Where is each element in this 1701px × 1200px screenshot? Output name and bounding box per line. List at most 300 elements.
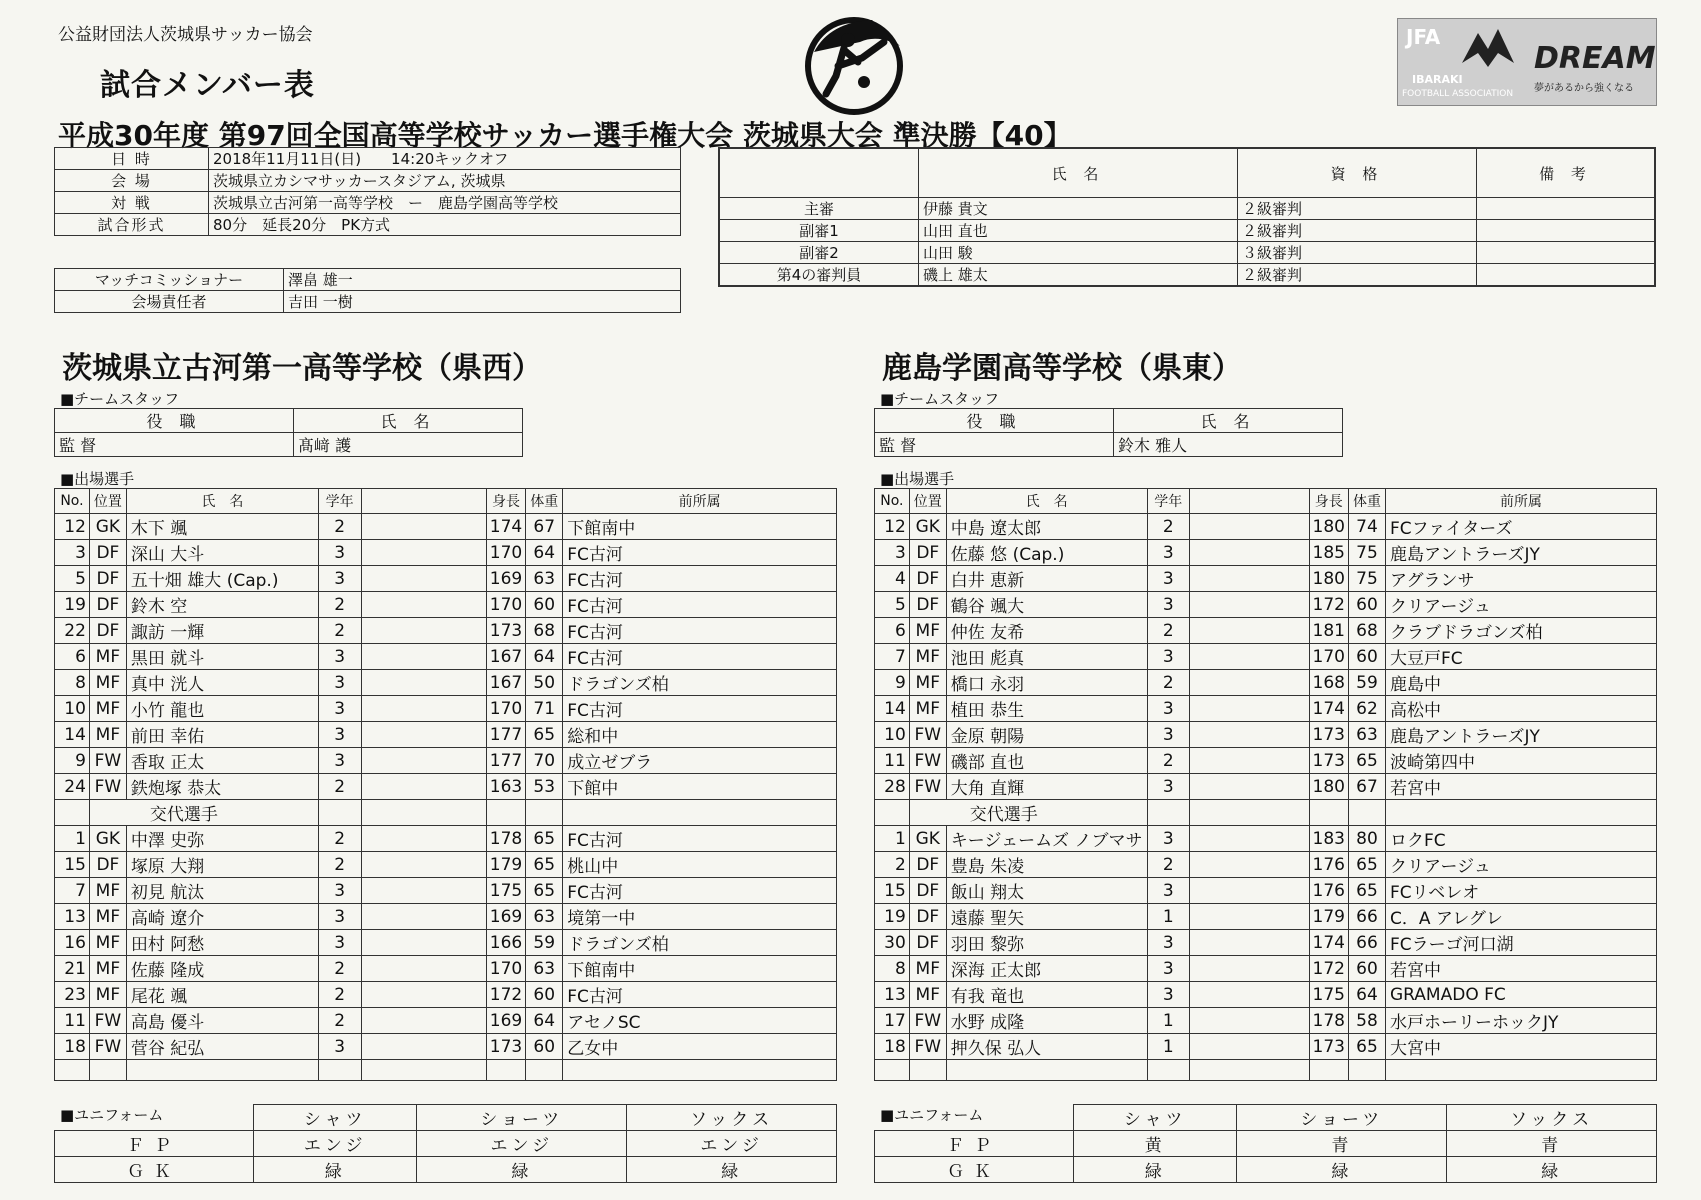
filler-cell	[1309, 1060, 1348, 1081]
col-club: 前所属	[563, 489, 837, 514]
player-height: 179	[486, 852, 525, 878]
player-blank	[361, 878, 486, 904]
player-number: 24	[55, 774, 90, 800]
player-weight: 67	[526, 514, 563, 540]
player-blank	[1190, 566, 1310, 592]
player-row	[875, 826, 1657, 852]
player-height: 179	[1309, 904, 1348, 930]
player-number: 18	[55, 1034, 90, 1060]
player-row	[875, 670, 1657, 696]
player-position: MF	[89, 982, 126, 1008]
player-club: 鹿島アントラーズJY	[1386, 722, 1657, 748]
player-position: FW	[89, 748, 126, 774]
subs-label-row	[875, 800, 1657, 826]
ibaraki-text: IBARAKI	[1412, 73, 1463, 86]
player-number: 21	[55, 956, 90, 982]
player-position: MF	[89, 878, 126, 904]
player-height: 167	[486, 644, 525, 670]
player-grade: 3	[1147, 774, 1190, 800]
player-blank	[1190, 1034, 1310, 1060]
player-row	[875, 904, 1657, 930]
player-grade: 3	[1147, 826, 1190, 852]
player-height: 176	[1309, 878, 1348, 904]
player-height: 169	[486, 904, 525, 930]
player-blank	[361, 1034, 486, 1060]
player-name: 木下 颯	[126, 514, 318, 540]
player-grade: 3	[318, 722, 361, 748]
player-number: 23	[55, 982, 90, 1008]
player-height: 163	[486, 774, 525, 800]
player-name: 飯山 翔太	[946, 878, 1147, 904]
match-info-label: 対 戦	[55, 192, 209, 214]
player-grade: 3	[1147, 722, 1190, 748]
player-row	[55, 514, 837, 540]
player-height: 174	[1309, 930, 1348, 956]
player-height: 173	[486, 618, 525, 644]
match-info-row	[55, 148, 681, 170]
uniform-col-shorts: ショーツ	[1237, 1105, 1447, 1131]
player-position: MF	[909, 982, 946, 1008]
player-blank	[361, 826, 486, 852]
referee-role: 副審2	[719, 242, 919, 264]
filler-cell	[55, 1060, 90, 1081]
player-grade: 2	[318, 826, 361, 852]
player-club: 総和中	[563, 722, 837, 748]
player-height: 172	[1309, 592, 1348, 618]
player-name: 五十畑 雄大 (Cap.)	[126, 566, 318, 592]
player-club: ドラゴンズ柏	[563, 930, 837, 956]
player-name: 初見 航汰	[126, 878, 318, 904]
player-row	[55, 774, 837, 800]
player-grade: 3	[318, 644, 361, 670]
player-position: MF	[909, 670, 946, 696]
match-info-label: 日 時	[55, 148, 209, 170]
player-row	[875, 774, 1657, 800]
player-position: MF	[909, 956, 946, 982]
col-height: 身長	[486, 489, 525, 514]
player-weight: 53	[526, 774, 563, 800]
player-position: FW	[909, 774, 946, 800]
player-blank	[1190, 904, 1310, 930]
player-club: 大豆戸FC	[1386, 644, 1657, 670]
player-name: 真中 洸人	[126, 670, 318, 696]
player-club: 下館南中	[563, 514, 837, 540]
player-name: 有我 竜也	[946, 982, 1147, 1008]
player-row	[55, 930, 837, 956]
player-number: 12	[55, 514, 90, 540]
player-weight: 59	[526, 930, 563, 956]
player-height: 166	[486, 930, 525, 956]
player-position: MF	[89, 670, 126, 696]
player-grade: 3	[1147, 696, 1190, 722]
col-blank	[361, 489, 486, 514]
player-weight: 80	[1349, 826, 1386, 852]
player-name: 磯部 直也	[946, 748, 1147, 774]
team-b-uniform-section: ■ユニフォーム	[880, 1106, 984, 1124]
dream-text: DREAM	[1534, 41, 1656, 76]
player-grade: 2	[1147, 748, 1190, 774]
player-name: 仲佐 友希	[946, 618, 1147, 644]
team-a-staff-table	[54, 408, 523, 457]
player-grade: 3	[1147, 540, 1190, 566]
player-weight: 60	[526, 982, 563, 1008]
referee-table	[718, 147, 1656, 287]
filler-cell	[526, 1060, 563, 1081]
referee-name: 山田 駿	[919, 242, 1238, 264]
col-no: No.	[55, 489, 90, 514]
player-height: 173	[1309, 722, 1348, 748]
player-weight: 63	[1349, 722, 1386, 748]
player-club: FC古河	[563, 592, 837, 618]
player-row	[875, 930, 1657, 956]
player-position: DF	[909, 930, 946, 956]
match-info-label: 会 場	[55, 170, 209, 192]
player-name: 諏訪 一輝	[126, 618, 318, 644]
player-blank	[1190, 696, 1310, 722]
player-height: 180	[1309, 566, 1348, 592]
player-number: 4	[875, 566, 910, 592]
player-grade: 2	[318, 618, 361, 644]
player-height: 170	[1309, 644, 1348, 670]
yatagarasu-icon	[1458, 23, 1518, 71]
player-position: GK	[89, 514, 126, 540]
player-weight: 68	[526, 618, 563, 644]
match-info-row	[55, 170, 681, 192]
player-club: 成立ゼブラ	[563, 748, 837, 774]
subs-blank	[526, 800, 563, 826]
subs-blank	[1190, 800, 1310, 826]
player-grade: 3	[318, 540, 361, 566]
player-weight: 63	[526, 904, 563, 930]
player-weight: 75	[1349, 566, 1386, 592]
player-grade: 1	[1147, 1034, 1190, 1060]
player-blank	[361, 644, 486, 670]
subs-blank	[1147, 800, 1190, 826]
player-grade: 3	[1147, 956, 1190, 982]
player-number: 15	[55, 852, 90, 878]
player-number: 16	[55, 930, 90, 956]
team-a-uniform-table	[54, 1104, 837, 1183]
player-grade: 2	[1147, 618, 1190, 644]
player-grade: 3	[1147, 644, 1190, 670]
player-grade: 2	[1147, 514, 1190, 540]
player-club: 境第一中	[563, 904, 837, 930]
filler-cell	[946, 1060, 1147, 1081]
player-number: 8	[875, 956, 910, 982]
player-weight: 60	[1349, 956, 1386, 982]
match-officials-table	[54, 268, 681, 313]
uniform-row-gk	[875, 1157, 1657, 1183]
player-blank	[361, 956, 486, 982]
player-blank	[1190, 592, 1310, 618]
player-club: FC古河	[563, 618, 837, 644]
player-weight: 64	[526, 1008, 563, 1034]
player-grade: 1	[1147, 1008, 1190, 1034]
fa-text: FOOTBALL ASSOCIATION	[1402, 89, 1514, 99]
subs-blank	[486, 800, 525, 826]
player-club: 下館南中	[563, 956, 837, 982]
player-club: FC古河	[563, 878, 837, 904]
player-club: 若宮中	[1386, 956, 1657, 982]
player-blank	[1190, 956, 1310, 982]
player-row	[875, 1034, 1657, 1060]
player-position: DF	[89, 592, 126, 618]
player-name: 深海 正太郎	[946, 956, 1147, 982]
player-name: 鶴谷 颯大	[946, 592, 1147, 618]
uniform-col-shirt: シャツ	[1074, 1105, 1237, 1131]
filler-cell	[486, 1060, 525, 1081]
subs-label-row	[55, 800, 837, 826]
player-height: 177	[486, 748, 525, 774]
player-row	[875, 540, 1657, 566]
team-b-name: 鹿島学園高等学校（県東）	[882, 351, 1242, 386]
subs-blank	[563, 800, 837, 826]
player-name: 小竹 龍也	[126, 696, 318, 722]
player-height: 172	[1309, 956, 1348, 982]
jfa-ibaraki-logo	[1397, 18, 1657, 106]
referee-note	[1477, 220, 1656, 242]
player-blank	[1190, 618, 1310, 644]
player-row	[55, 566, 837, 592]
player-height: 180	[1309, 774, 1348, 800]
player-blank	[1190, 878, 1310, 904]
player-height: 178	[486, 826, 525, 852]
player-position: FW	[909, 1034, 946, 1060]
player-grade: 2	[318, 592, 361, 618]
uniform-shirt: 緑	[254, 1157, 417, 1183]
match-info-value: 茨城県立カシマサッカースタジアム, 茨城県	[209, 170, 681, 192]
player-club: クラブドラゴンズ柏	[1386, 618, 1657, 644]
uniform-socks: 緑	[627, 1157, 837, 1183]
match-info-row	[55, 192, 681, 214]
referee-row	[719, 264, 1655, 287]
staff-col-role: 役 職	[55, 409, 294, 433]
player-blank	[1190, 670, 1310, 696]
uniform-shorts: 緑	[1237, 1157, 1447, 1183]
team-b-staff-table	[874, 408, 1343, 457]
player-grade: 3	[318, 748, 361, 774]
filler-cell	[563, 1060, 837, 1081]
uniform-shorts: 青	[1237, 1131, 1447, 1157]
player-name: キージェームズ ノブマサ	[946, 826, 1147, 852]
player-weight: 65	[1349, 852, 1386, 878]
team-b-players-table	[874, 488, 1657, 1081]
player-row	[875, 878, 1657, 904]
player-club: 乙女中	[563, 1034, 837, 1060]
referee-name: 伊藤 貴文	[919, 198, 1238, 220]
subs-blank	[318, 800, 361, 826]
official-row	[55, 269, 681, 291]
player-club: アグランサ	[1386, 566, 1657, 592]
referee-row	[719, 198, 1655, 220]
player-row	[875, 956, 1657, 982]
player-club: クリアージュ	[1386, 592, 1657, 618]
player-blank	[361, 514, 486, 540]
player-club: FC古河	[563, 982, 837, 1008]
player-position: DF	[909, 540, 946, 566]
player-blank	[1190, 540, 1310, 566]
player-height: 174	[486, 514, 525, 540]
player-number: 5	[875, 592, 910, 618]
uniform-label: ＧＫ	[875, 1157, 1074, 1183]
player-name: 押久保 弘人	[946, 1034, 1147, 1060]
player-weight: 60	[526, 1034, 563, 1060]
team-a-staff-section: ■チームスタッフ	[60, 390, 180, 408]
player-position: GK	[909, 826, 946, 852]
player-club: FC古河	[563, 644, 837, 670]
player-row	[875, 982, 1657, 1008]
player-position: MF	[89, 696, 126, 722]
player-club: 桃山中	[563, 852, 837, 878]
player-position: DF	[909, 592, 946, 618]
player-number: 2	[875, 852, 910, 878]
player-weight: 64	[526, 540, 563, 566]
player-name: 白井 恵新	[946, 566, 1147, 592]
player-name: 鉄炮塚 恭太	[126, 774, 318, 800]
player-weight: 75	[1349, 540, 1386, 566]
player-weight: 63	[526, 956, 563, 982]
player-grade: 3	[318, 1034, 361, 1060]
player-row	[875, 696, 1657, 722]
uniform-label: ＦＰ	[55, 1131, 254, 1157]
player-height: 168	[1309, 670, 1348, 696]
player-grade: 3	[1147, 592, 1190, 618]
uniform-row-gk	[55, 1157, 837, 1183]
player-blank	[1190, 982, 1310, 1008]
player-blank	[361, 1008, 486, 1034]
player-weight: 58	[1349, 1008, 1386, 1034]
player-weight: 65	[526, 878, 563, 904]
official-name: 吉田 一樹	[284, 291, 681, 313]
player-name: 中島 遼太郎	[946, 514, 1147, 540]
team-b-uniform-table	[874, 1104, 1657, 1183]
uniform-socks: エンジ	[627, 1131, 837, 1157]
uniform-col-shorts: ショーツ	[417, 1105, 627, 1131]
staff-row	[55, 433, 523, 457]
filler-cell	[1190, 1060, 1310, 1081]
player-height: 178	[1309, 1008, 1348, 1034]
player-name: 高島 優斗	[126, 1008, 318, 1034]
player-row	[55, 826, 837, 852]
jfa-text: JFA	[1406, 25, 1441, 49]
uniform-col-socks: ソックス	[627, 1105, 837, 1131]
player-row	[55, 878, 837, 904]
player-number: 1	[55, 826, 90, 852]
staff-name: 髙﨑 護	[294, 433, 523, 457]
official-name: 澤畠 雄一	[284, 269, 681, 291]
subs-blank	[875, 800, 910, 826]
col-pos: 位置	[909, 489, 946, 514]
event-title: 平成30年度 第97回全国高等学校サッカー選手権大会 茨城県大会 準決勝【40】	[58, 119, 1072, 152]
player-name: 大角 直輝	[946, 774, 1147, 800]
player-name: 黒田 就斗	[126, 644, 318, 670]
official-role: マッチコミッショナー	[55, 269, 284, 291]
player-grade: 3	[318, 904, 361, 930]
player-number: 14	[875, 696, 910, 722]
player-club: 大宮中	[1386, 1034, 1657, 1060]
player-club: 下館中	[563, 774, 837, 800]
player-height: 175	[1309, 982, 1348, 1008]
ref-col-grade: 資 格	[1238, 148, 1477, 198]
filler-cell	[875, 1060, 910, 1081]
staff-col-name: 氏 名	[294, 409, 523, 433]
player-name: 羽田 黎弥	[946, 930, 1147, 956]
player-row	[55, 1034, 837, 1060]
player-number: 11	[875, 748, 910, 774]
referee-row	[719, 242, 1655, 264]
player-position: MF	[909, 696, 946, 722]
player-number: 9	[55, 748, 90, 774]
player-row	[875, 722, 1657, 748]
player-name: 香取 正太	[126, 748, 318, 774]
subs-blank	[1349, 800, 1386, 826]
player-position: DF	[89, 540, 126, 566]
player-blank	[361, 696, 486, 722]
player-club: C．A アレグレ	[1386, 904, 1657, 930]
player-number: 7	[875, 644, 910, 670]
uniform-shorts: 緑	[417, 1157, 627, 1183]
player-name: 佐藤 悠 (Cap.)	[946, 540, 1147, 566]
player-blank	[361, 722, 486, 748]
player-blank	[361, 930, 486, 956]
filler-cell	[361, 1060, 486, 1081]
player-position: DF	[89, 618, 126, 644]
player-weight: 65	[526, 852, 563, 878]
uniform-col-socks: ソックス	[1447, 1105, 1657, 1131]
filler-cell	[126, 1060, 318, 1081]
player-weight: 68	[1349, 618, 1386, 644]
player-weight: 74	[1349, 514, 1386, 540]
filler-row	[55, 1060, 837, 1081]
col-weight: 体重	[526, 489, 563, 514]
team-a-players-section: ■出場選手	[60, 470, 135, 488]
col-height: 身長	[1309, 489, 1348, 514]
filler-cell	[89, 1060, 126, 1081]
player-number: 30	[875, 930, 910, 956]
match-info-value: 茨城県立古河第一高等学校 ー 鹿島学園高等学校	[209, 192, 681, 214]
referee-grade: ２級審判	[1238, 264, 1477, 287]
player-club: FC古河	[563, 566, 837, 592]
player-row	[55, 1008, 837, 1034]
player-number: 10	[875, 722, 910, 748]
player-grade: 3	[318, 670, 361, 696]
player-row	[55, 722, 837, 748]
player-grade: 2	[318, 514, 361, 540]
player-position: FW	[909, 722, 946, 748]
player-number: 7	[55, 878, 90, 904]
referee-row	[719, 220, 1655, 242]
player-weight: 64	[526, 644, 563, 670]
player-position: DF	[909, 566, 946, 592]
player-position: MF	[909, 618, 946, 644]
filler-cell	[1147, 1060, 1190, 1081]
col-pos: 位置	[89, 489, 126, 514]
player-height: 173	[1309, 1034, 1348, 1060]
player-name: 菅谷 紀弘	[126, 1034, 318, 1060]
filler-row	[875, 1060, 1657, 1081]
player-height: 169	[486, 566, 525, 592]
player-number: 6	[875, 618, 910, 644]
player-row	[875, 644, 1657, 670]
filler-cell	[318, 1060, 361, 1081]
uniform-shorts: エンジ	[417, 1131, 627, 1157]
filler-cell	[909, 1060, 946, 1081]
player-position: MF	[89, 930, 126, 956]
player-grade: 3	[318, 566, 361, 592]
ref-col-note: 備 考	[1477, 148, 1656, 198]
player-grade: 2	[318, 852, 361, 878]
player-row	[55, 540, 837, 566]
